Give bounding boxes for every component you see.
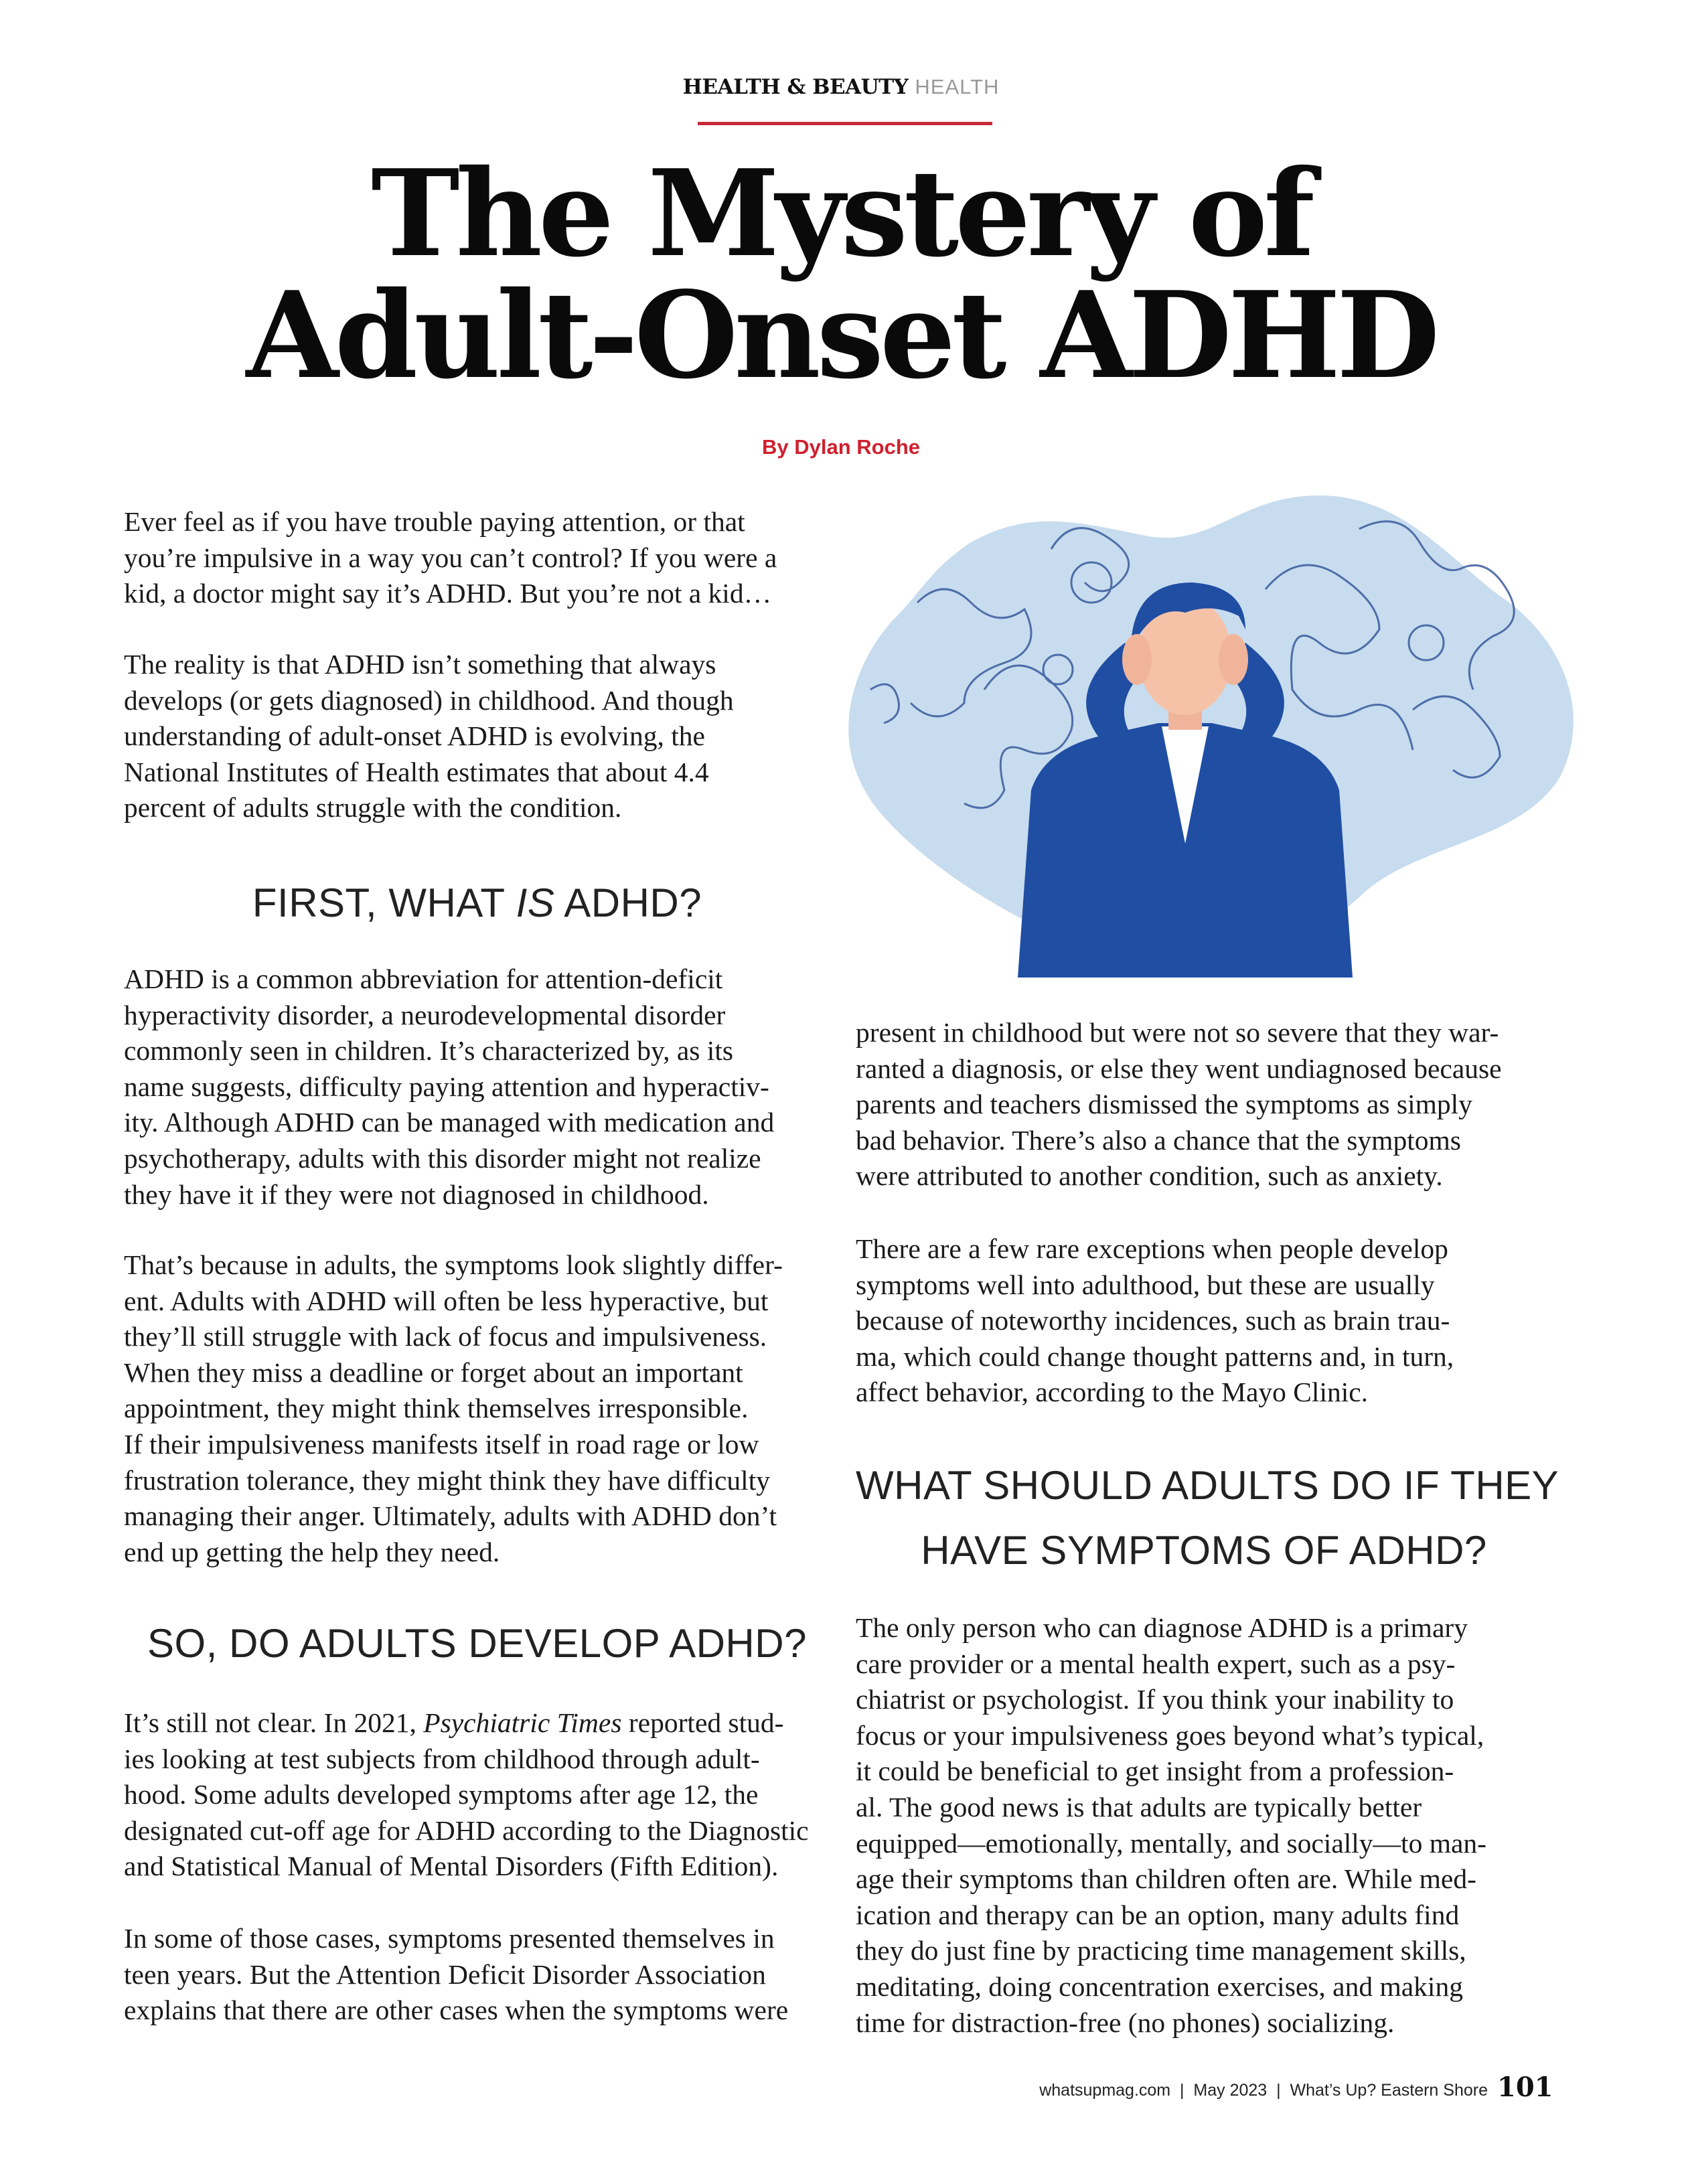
paragraph-line: they have it if they were not diagnosed in childhood. — [124, 1178, 709, 1210]
paragraph-line: teen years. But the Attention Deficit Disorder Association — [124, 1958, 766, 1990]
paragraph-line: There are a few rare exceptions when people develop — [856, 1233, 1448, 1264]
paragraph-line: In some of those cases, symptoms presented themselves in — [124, 1923, 775, 1954]
paragraph-cases — [124, 1921, 788, 2029]
paragraph-line: al. The good news is that adults are typically better — [856, 1791, 1422, 1822]
paragraph-line: they’ll still struggle with lack of focus and impulsiveness. — [124, 1321, 767, 1352]
article-title — [0, 143, 1682, 405]
paragraph-line: ent. Adults with ADHD will often be less hyperactive, but — [124, 1285, 769, 1316]
paragraph-definition — [124, 961, 774, 1213]
paragraph-line: they do just fine by practicing time management skills, — [856, 1935, 1466, 1966]
paragraph-reality — [124, 647, 734, 826]
paragraph-line: explains that there are other cases when the symptoms were — [124, 1995, 789, 2026]
paragraph-unclear — [124, 1705, 809, 1885]
paragraph-line: because of noteworthy incidences, such as brain trau- — [856, 1305, 1450, 1336]
paragraph-line: It’s still not clear. In 2021, Psychiatric Times reported stud- — [124, 1707, 784, 1738]
paragraph-line: care provider or a mental health expert, such as a psy- — [856, 1648, 1456, 1679]
heading-what-should-adults-do — [856, 1453, 1559, 1583]
paragraph-line: appointment, they might think themselves irresponsible. — [124, 1393, 749, 1424]
paragraph-line: ma, which could change thought patterns and, in turn, — [856, 1340, 1454, 1372]
paragraph-line: National Institutes of Health estimates that about 4.4 — [124, 756, 709, 787]
footer-info: whatsupmag.com | May 2023 | What’s Up? Eastern Shore — [1039, 2081, 1488, 2100]
paragraph-line: present in childhood but were not so severe that they war- — [856, 1017, 1499, 1048]
paragraph-childhood — [856, 1015, 1502, 1194]
heading-what-is-adhd — [124, 870, 830, 935]
page-number: 101 — [1497, 2072, 1553, 2103]
paragraph-line: equipped—emotionally, mentally, and socially—to man- — [856, 1827, 1486, 1859]
paragraph-exceptions — [856, 1231, 1454, 1411]
paragraph-line: name suggests, difficulty paying attention and hyperactiv- — [124, 1071, 769, 1102]
paragraph-line: ication and therapy can be an option, many adults find — [856, 1899, 1460, 1930]
paragraph-line: commonly seen in children. It’s characterized by, as its — [124, 1035, 734, 1067]
paragraph-diagnosis — [856, 1610, 1486, 2041]
title-line: The Mystery of — [371, 143, 1311, 283]
paragraph-line: ity. Although ADHD can be managed with medication and — [124, 1107, 775, 1138]
paragraph-line: symptoms well into adulthood, but these are usually — [856, 1269, 1435, 1300]
paragraph-line: managing their anger. Ultimately, adults with ADHD don’t — [124, 1500, 777, 1532]
heading-line: HAVE SYMPTOMS OF ADHD? — [921, 1528, 1487, 1573]
heading-text: ADHD? — [554, 880, 702, 925]
paragraph-line: understanding of adult-onset ADHD is evolving, the — [124, 720, 705, 752]
paragraph-line: If their impulsiveness manifests itself in road rage or low — [124, 1428, 759, 1460]
title-line: Adult-Onset ADHD — [246, 265, 1436, 405]
heading-text: FIRST, WHAT — [252, 880, 516, 925]
heading-emphasis: IS — [516, 880, 555, 925]
paragraph-line: meditating, doing concentration exercises, and making — [856, 1970, 1463, 2002]
paragraph-line: percent of adults struggle with the condition. — [124, 792, 622, 824]
paragraph-line: ies looking at test subjects from childhood through adult- — [124, 1743, 760, 1774]
paragraph-line: chiatrist or psychologist. If you think your inability to — [856, 1684, 1454, 1715]
paragraph-line: ranted a diagnosis, or else they went undiagnosed because — [856, 1052, 1502, 1084]
paragraph-adult-symptoms — [124, 1247, 783, 1570]
paragraph-line: When they miss a deadline or forget about an important — [124, 1356, 743, 1388]
paragraph-line: That’s because in adults, the symptoms look slightly differ- — [124, 1249, 783, 1280]
paragraph-line: kid, a doctor might say it’s ADHD. But you’re not a kid… — [124, 578, 772, 609]
paragraph-line: The only person who can diagnose ADHD is a primary — [856, 1612, 1468, 1643]
section-kicker — [0, 75, 1682, 99]
paragraph-line: The reality is that ADHD isn’t something that always — [124, 649, 716, 680]
paragraph-line: develops (or gets diagnosed) in childhood. And though — [124, 684, 734, 716]
heading-line: WHAT SHOULD ADULTS DO IF THEY — [856, 1463, 1559, 1508]
paragraph-line: time for distraction-free (no phones) socializing. — [856, 2007, 1395, 2038]
subsection-label: HEALTH — [915, 75, 1000, 98]
paragraph-line: parents and teachers dismissed the symptoms as simply — [856, 1089, 1472, 1120]
paragraph-line: were attributed to another condition, such as anxiety. — [856, 1160, 1443, 1192]
paragraph-line: you’re impulsive in a way you can’t control? If you were a — [124, 542, 777, 573]
section-label: HEALTH & BEAUTY — [682, 75, 909, 99]
heading-do-adults-develop: SO, DO ADULTS DEVELOP ADHD? — [147, 1621, 807, 1666]
paragraph-line: it could be beneficial to get insight from a profession- — [856, 1756, 1454, 1787]
paragraph-line: bad behavior. There’s also a chance that the symptoms — [856, 1124, 1461, 1156]
paragraph-line: ADHD is a common abbreviation for attention-deficit — [124, 963, 723, 994]
paragraph-line: Ever feel as if you have trouble paying attention, or that — [124, 506, 745, 537]
paragraph-intro — [124, 504, 777, 612]
paragraph-line: hyperactivity disorder, a neurodevelopmental disorder — [124, 999, 726, 1030]
paragraph-line: hood. Some adults developed symptoms after age 12, the — [124, 1779, 759, 1810]
paragraph-line: affect behavior, according to the Mayo Clinic. — [856, 1377, 1369, 1408]
paragraph-line: designated cut-off age for ADHD according to the Diagnostic — [124, 1814, 809, 1846]
byline: By Dylan Roche — [761, 435, 920, 459]
kicker-divider — [698, 122, 992, 125]
paragraph-line: age their symptoms than children often are. While med- — [856, 1863, 1476, 1895]
paragraph-line: focus or your impulsiveness goes beyond what’s typical, — [856, 1719, 1484, 1751]
paragraph-line: frustration tolerance, they might think they have difficulty — [124, 1464, 770, 1496]
paragraph-line: and Statistical Manual of Mental Disorders (Fifth Edition). — [124, 1851, 779, 1882]
stressed-man-illustration — [810, 469, 1580, 978]
paragraph-line: psychotherapy, adults with this disorder might not realize — [124, 1142, 761, 1174]
paragraph-line: end up getting the help they need. — [124, 1536, 500, 1567]
